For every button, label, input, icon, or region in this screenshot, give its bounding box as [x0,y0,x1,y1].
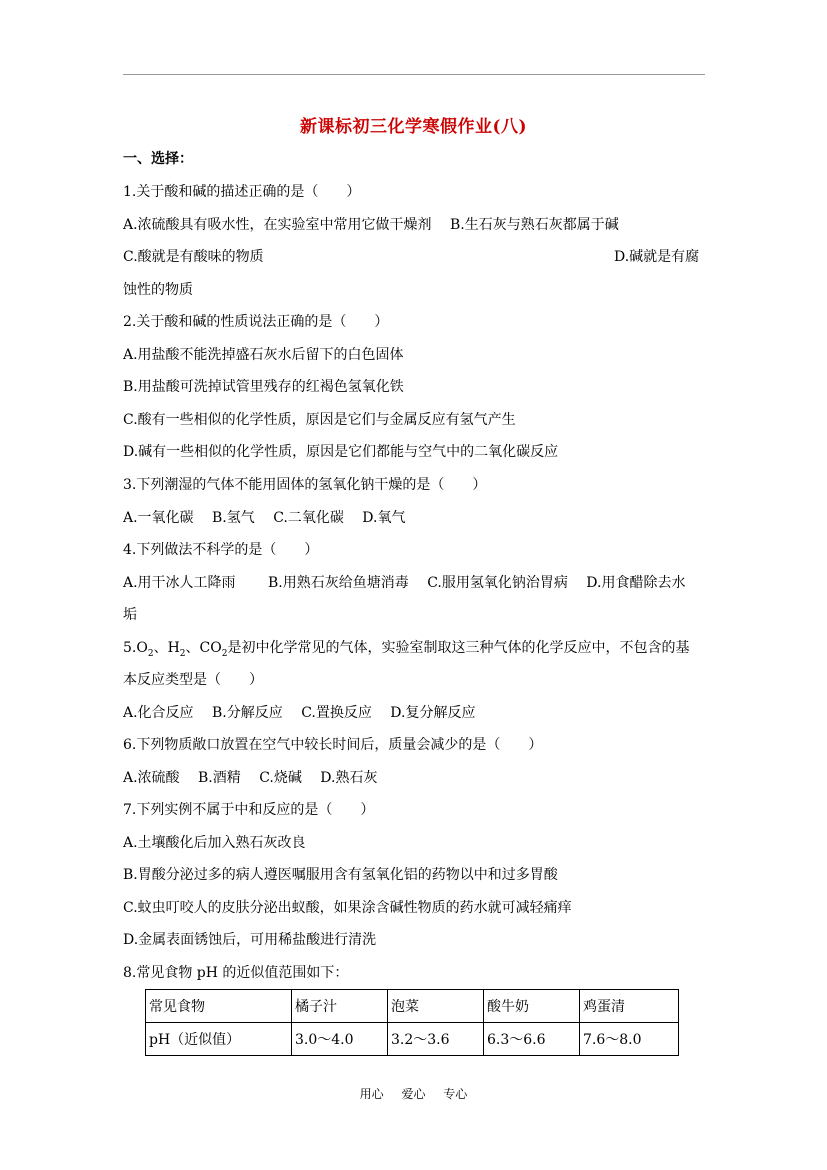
q4-options-cont: 垢 [123,607,137,623]
q8-stem: 8.常见食物 pH 的近似值范围如下： [123,965,349,981]
table-cell: 常见食物 [146,990,292,1023]
page-footer: 用心 爱心 专心 [359,1087,468,1101]
q4-options: A.用干冰人工降雨 B.用熟石灰给鱼塘消毒 C.服用氢氧化钠治胃病 D.用食醋除去水 [123,575,686,591]
q5-co2: 、CO [185,640,222,656]
table-cell: pH（近似值） [146,1023,292,1056]
q5-stem-cont: 本反应类型是（ ） [123,672,263,688]
q3-stem: 3.下列潮湿的气体不能用固体的氢氧化钠干燥的是（ ） [123,477,487,493]
table-header-row [146,990,679,1023]
page-title: 新课标初三化学寒假作业(八) [299,117,528,137]
q2-option-d: D.碱有一些相似的化学性质，原因是它们都能与空气中的二氧化碳反应 [123,444,559,460]
q5-h2-sub: 2 [179,648,186,659]
q3-options: A.一氧化碳 B.氢气 C.二氧化碳 D.氧气 [123,510,406,526]
q7-option-d: D.金属表面锈蚀后，可用稀盐酸进行清洗 [123,932,377,948]
q1-option-d-part1: D.碱就是有腐 [614,249,700,265]
table-cell: 鸡蛋清 [580,990,679,1023]
table-cell: 泡菜 [388,990,484,1023]
q5-stem-rest: 是初中化学常见的气体，实验室制取这三种气体的化学反应中，不包含的基 [227,640,690,656]
q4-stem: 4.下列做法不科学的是（ ） [123,542,319,558]
table-cell: 3.2～3.6 [388,1023,484,1056]
q6-options: A.浓硫酸 B.酒精 C.烧碱 D.熟石灰 [123,770,378,786]
table-cell: 7.6～8.0 [580,1023,679,1056]
q1-option-c: C.酸就是有酸味的物质 [123,249,264,265]
table-cell: 6.3～6.6 [484,1023,580,1056]
q2-option-b: B.用盐酸可洗掉试管里残存的红褐色氢氧化铁 [123,379,404,395]
q1-stem: 1.关于酸和碱的描述正确的是（ ） [123,184,361,200]
table-cell: 3.0～4.0 [292,1023,388,1056]
table-cell: 橘子汁 [292,990,388,1023]
q5-options: A.化合反应 B.分解反应 C.置换反应 D.复分解反应 [123,705,476,721]
q1-options-ab: A.浓硫酸具有吸水性，在实验室中常用它做干燥剂 B.生石灰与熟石灰都属于碱 [123,217,619,233]
ph-table [145,989,679,1056]
table-row [146,1023,679,1056]
q5-h2: 、H [153,640,180,656]
q7-option-c: C.蚊虫叮咬人的皮肤分泌出蚁酸，如果涂含碱性物质的药水就可减轻痛痒 [123,900,572,916]
q2-option-a: A.用盐酸不能洗掉盛石灰水后留下的白色固体 [123,347,404,363]
section-heading: 一、选择： [123,151,193,167]
q7-stem: 7.下列实例不属于中和反应的是（ ） [123,802,375,818]
q7-option-a: A.土壤酸化后加入熟石灰改良 [123,835,306,851]
q5-o2-sub: 2 [147,648,154,659]
q5-o2: O [136,640,148,656]
table-cell: 酸牛奶 [484,990,580,1023]
q6-stem: 6.下列物质敞口放置在空气中较长时间后，质量会减少的是（ ） [123,737,543,753]
q1-option-d-part2: 蚀性的物质 [123,282,193,298]
q2-stem: 2.关于酸和碱的性质说法正确的是（ ） [123,314,389,330]
q2-option-c: C.酸有一些相似的化学性质，原因是它们与金属反应有氢气产生 [123,412,516,428]
q5-stem: $5.O_2$、$H_2$、$CO_2$是初中化学常见的气体，实验室制取这三种气体的化学反应中，不包含的基 [123,640,690,659]
header-rule [123,74,705,75]
q7-option-b: B.胃酸分泌过多的病人遵医嘱服用含有氢氧化铝的药物以中和过多胃酸 [123,867,558,883]
q5-co2-sub: 2 [221,648,228,659]
